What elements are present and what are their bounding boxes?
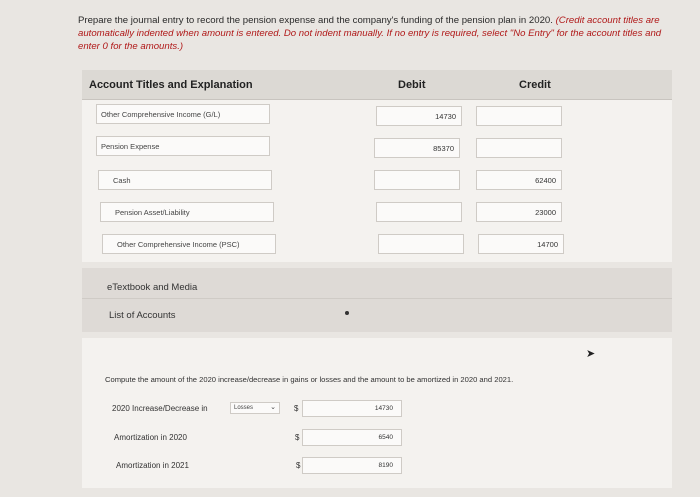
gains-losses-section (82, 338, 672, 488)
account-title-field[interactable]: Other Comprehensive Income (G/L) (96, 104, 270, 124)
header-account-titles: Account Titles and Explanation (89, 79, 253, 91)
journal-entry-table (82, 70, 672, 262)
journal-table-header (82, 70, 672, 100)
cursor-marker (345, 311, 349, 315)
debit-field[interactable]: 14730 (376, 106, 462, 126)
credit-field[interactable] (476, 106, 562, 126)
debit-field[interactable] (378, 234, 464, 254)
currency-symbol: $ (296, 461, 301, 470)
account-title-field[interactable]: Pension Asset/Liability (100, 202, 274, 222)
resource-links (82, 268, 672, 332)
section-prompt: Compute the amount of the 2020 increase/decrease in gains or losses and the amount to be amortized in 2020 and 2021. (105, 375, 514, 384)
gains-losses-select[interactable] (230, 402, 280, 414)
etextbook-link[interactable]: eTextbook and Media (107, 282, 198, 293)
debit-field[interactable] (374, 170, 460, 190)
amortization-2020-label: Amortization in 2020 (114, 433, 187, 442)
debit-field[interactable] (376, 202, 462, 222)
amortization-2020-field[interactable]: 6540 (302, 429, 402, 446)
amortization-2021-label: Amortization in 2021 (116, 461, 189, 470)
select-value: Losses (234, 405, 254, 411)
debit-field[interactable]: 85370 (374, 138, 460, 158)
instructions-main: Prepare the journal entry to record the pension expense and the company's funding of the pension plan in 2020. (78, 15, 553, 26)
credit-field[interactable]: 14700 (478, 234, 564, 254)
credit-field[interactable] (476, 138, 562, 158)
divider (82, 298, 672, 299)
currency-symbol: $ (294, 404, 299, 413)
account-title-field[interactable]: Other Comprehensive Income (PSC) (102, 234, 276, 254)
account-title-field[interactable]: Cash (98, 170, 272, 190)
mouse-pointer-icon: ➤ (586, 348, 596, 360)
increase-decrease-amount-field[interactable]: 14730 (302, 400, 402, 417)
amortization-2021-field[interactable]: 8190 (302, 457, 402, 474)
increase-decrease-label: 2020 Increase/Decrease in (112, 404, 208, 413)
currency-symbol: $ (295, 433, 300, 442)
list-of-accounts-link[interactable]: List of Accounts (109, 310, 176, 321)
chevron-down-icon: ⌄ (270, 404, 276, 411)
credit-field[interactable]: 62400 (476, 170, 562, 190)
instructions (78, 14, 678, 53)
header-credit: Credit (519, 79, 551, 91)
account-title-field[interactable]: Pension Expense (96, 136, 270, 156)
credit-field[interactable]: 23000 (476, 202, 562, 222)
header-debit: Debit (398, 79, 426, 91)
instructions-note: (Credit account titles are automatically indented when amount is entered. Do not indent manually. If no entry is required, select "No Entry" for the account titles and enter 0 for the amounts.) (78, 15, 662, 52)
